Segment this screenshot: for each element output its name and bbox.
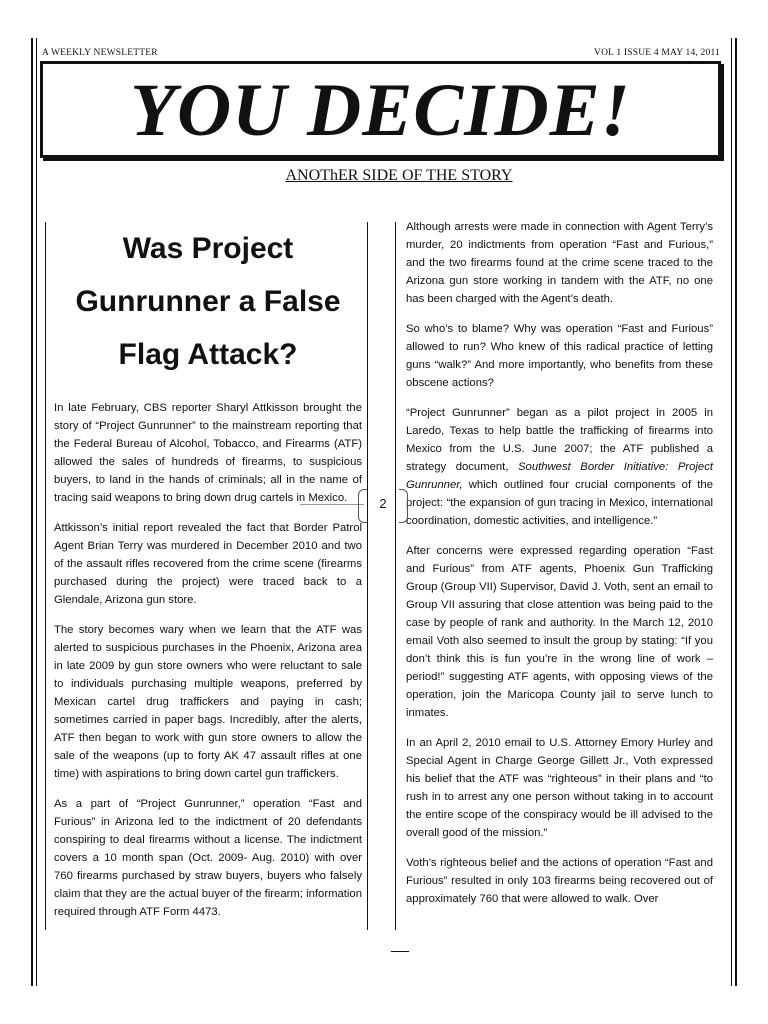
footer-dash [391,951,409,952]
newsletter-kind: A WEEKLY NEWSLETTER [42,48,158,58]
paragraph [406,404,713,530]
paragraph: In late February, CBS reporter Sharyl Attkisson brought the story of “Project Gunrunner” to the mainstream reporting that the Federal Bureau of Alcohol, Tobacco, and Firearms (ATF) allowed the sales of hundreds of firearms, to suspicious buyers, to land in the hands of criminals; all in the name of tracing said weapons to bring down drug cartels in Mexico. [54,402,362,504]
paragraph: Attkisson’s initial report revealed the fact that Border Patrol Agent Brian Terry was murdered in December 2010 and two of the assault rifles recovered from the crime scene (firearms purchased during the project) were traced back to a Glendale, Arizona gun store. [54,522,362,606]
page-number-leader [300,504,364,505]
paragraph: So who’s to blame? Why was operation “Fast and Furious” allowed to run? Who knew of this radical practice of letting guns “walk?” And more importantly, who benefits from these obscene actions? [406,323,713,389]
paragraph-text: “Project Gunrunner” began as a pilot project in 2005 in Laredo, Texas to help battle the trafficking of firearms into Mexico from the U.S. June 2007; the ATF published a strategy document, [406,407,713,473]
masthead [40,61,721,158]
page-number: 2 [379,496,387,511]
article-title-line-1: Was Project [122,232,294,265]
document-title: Southwest Border Initiative: Project Gunrunner, [406,461,713,491]
article-column-left [54,222,362,933]
tagline: ANOThER SIDE OF THE STORY [285,167,513,184]
paragraph: The story becomes wary when we learn that the ATF was alerted to suspicious purchases in the Phoenix, Arizona area in late 2009 by gun store owners who were reluctant to sale to individuals purchasing multiple weapons, preferred by Mexican cartel drug traffickers and paying in cash; sometimes carried in paper bags. Incredibly, after the alerts, ATF then began to work with gun store owners to allow the sale of the weapons (up to forty AK 47 assault rifles at one time) with aspirations to bring down cartel gun traffickers. [54,624,362,780]
paragraph: After concerns were expressed regarding operation “Fast and Furious” from ATF agents, Phoenix Gun Trafficking Group (Group VII) Supervisor, David J. Voth, sent an email to Group VII assuring that close attention was being paid to the case by people of rank and authority. In the March 12, 2010 email Voth also seemed to insult the group by stating: “If you don’t think this is fun you’re in the wrong line of work – period!” suggesting ATF agents, with opposing views of the operation, join the Maricopa County jail to serve lunch to inmates. [406,545,713,719]
paragraph: Voth’s righteous belief and the actions of operation “Fast and Furious” resulted in only 103 firearms being recovered out of approximately 760 that were allowed to walk. Over [406,857,713,905]
article-title-line-2: Gunrunner a False [75,285,341,318]
paragraph: Although arrests were made in connection with Agent Terry’s murder, 20 indictments from operation “Fast and Furious,” and the two firearms found at the crime scene traced to the Arizona gun store working in tandem with the ATF, no one has been charged with the Agent’s death. [406,221,713,305]
article-title [54,222,362,381]
paragraph: As a part of “Project Gunrunner,” operation “Fast and Furious” in Arizona led to the indictment of 20 defendants conspiring to deal firearms without a license. The indictment covers a 10 month span (Oct. 2009- Aug. 2010) with over 760 firearms purchased by straw buyers, buyers who falsely claim that they are the actual buyer of the firearm; information required through ATF Form 4473. [54,798,362,918]
column-rule-center-left [367,222,368,930]
issue-line: VOL 1 ISSUE 4 MAY 14, 2011 [594,48,720,58]
page-number-badge [358,489,408,523]
paragraph: In an April 2, 2010 email to U.S. Attorney Emory Hurley and Special Agent in Charge George Gillett Jr., Voth expressed his belief that the ATF was “righteous” in their plans and “to rush in to arrest any one person without taking in to account the entire scope of the conspiracy would be ill advised to the overall good of the mission.” [406,737,713,839]
masthead-title: YOU DECIDE! [130,69,631,152]
column-rule-center-right [395,222,396,930]
column-rule-left [45,222,46,930]
article-column-right [406,218,713,920]
paragraph-text: which outlined four crucial components of the project: “the expansion of gun tracing in Mexico, international coordination, domestic activities, and intelligence.” [406,479,713,527]
article-title-line-3: Flag Attack? [118,338,298,371]
